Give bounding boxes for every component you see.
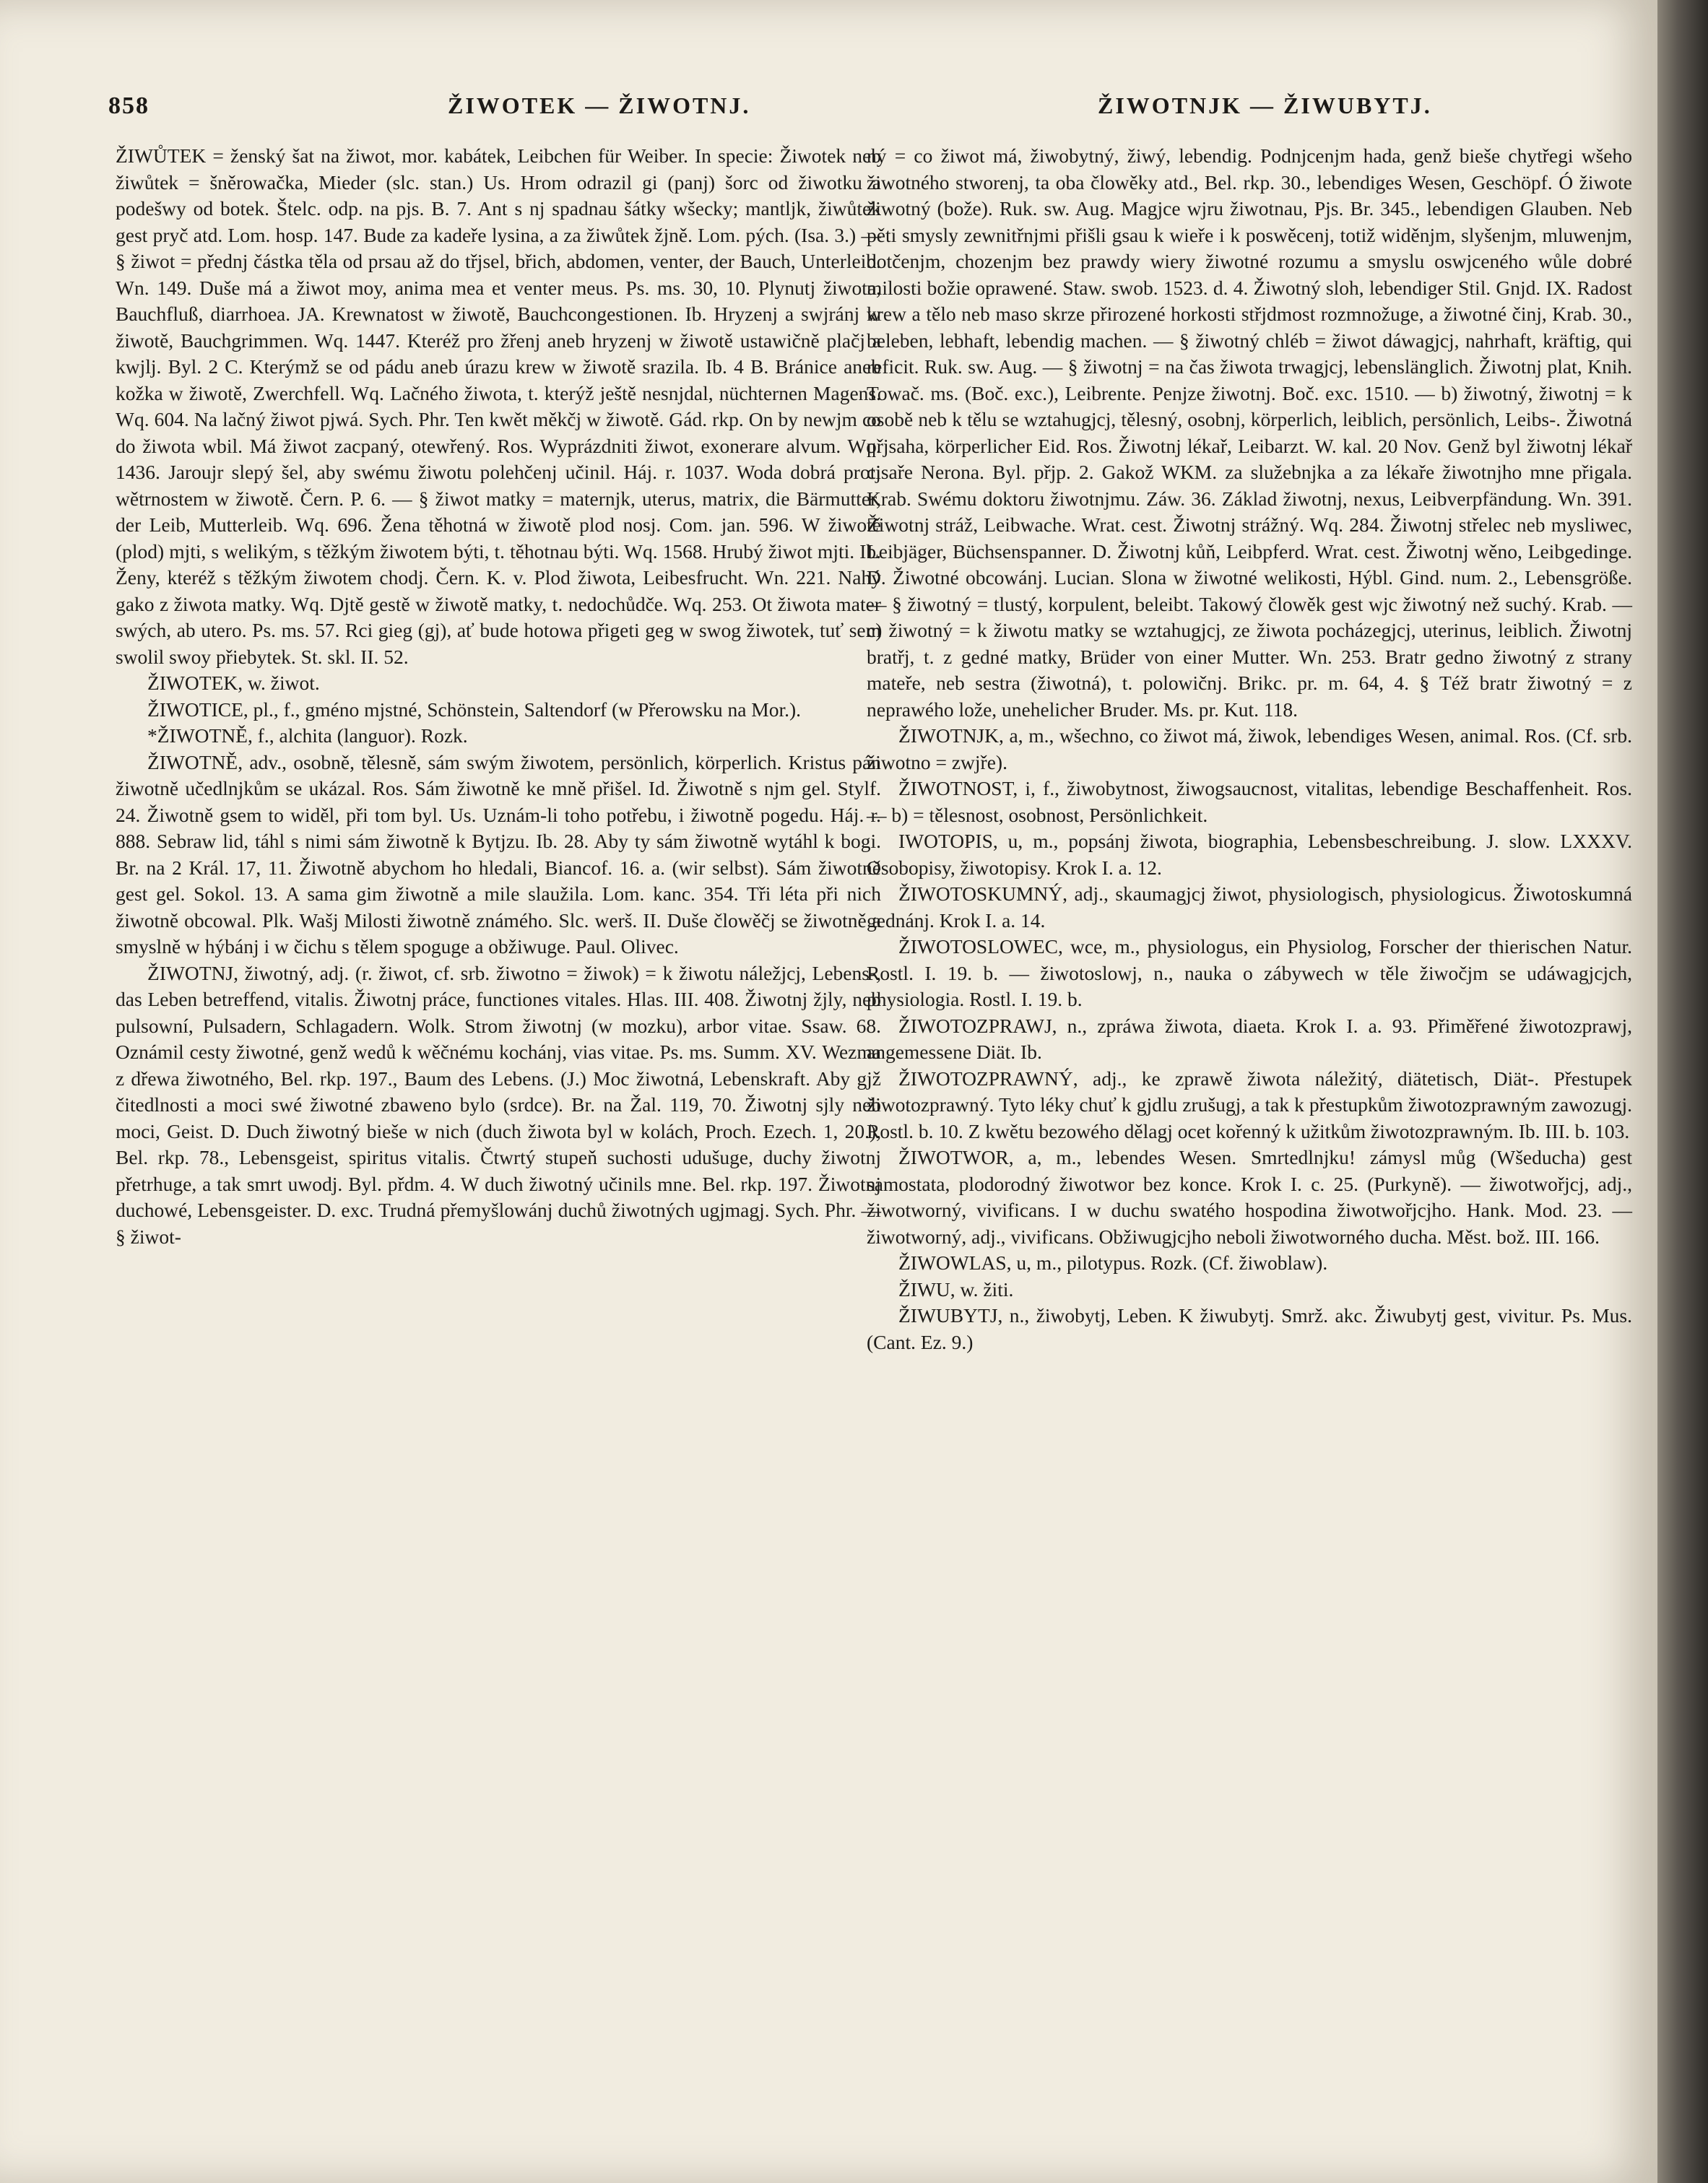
right-running-head: ŽIWOTNJK — ŽIWUBYTJ. [1098,92,1432,118]
entry-ziwutek: ŽIWŮTEK = ženský šat na žiwot, mor. kabátek, Leibchen für Weiber. In specie: Žiwotek neb žiwůtek = šněrowačka, Mieder (slc. stan.) Us. Hrom odrazil gi (panj) šorc od žiwotku a podešwy od botek. Štelc. odp. na pjs. B. 7. Ant s nj spadnau šátky wšecky; mantljk, žiwůtek gest pryč atd. Lom. hosp. 147. Bude za kadeře lysina, a za žiwůtek žjně. Lom. pých. (Isa. 3.) — § žiwot = přednj částka těla od prsau až do třjsel, břich, abdomen, venter, der Bauch, Unterleib. Wn. 149. Duše má a žiwot moy, anima mea et venter meus. Ps. ms. 30, 10. Plynutj žiwota, Bauchfluß, diarrhoea. JA. Krewnatost w žiwotě, Bauchcongestionen. Ib. Hryzenj a swjránj w žiwotě, Bauchgrimmen. Wq. 1447. Kteréž pro žřenj aneb hryzenj w žiwotě ustawičně plačj a kwjlj. Byl. 2 C. Kterýmž se od pádu aneb úrazu krew w žiwotě srazila. Ib. 4 B. Bránice aneb kožka w žiwotě, Zwerchfell. Wq. Lačného žiwota, t. kterýž ještě nesnjdal, nüchternen Magens. Wq. 604. Na lačný žiwot pjwá. Sych. Phr. Ten kwět měkčj w žiwotě. Gád. rkp. On by newjm co do žiwota wbil. Má žiwot zacpaný, otewřený. Ros. Wyprázdniti žiwot, exonerare alvum. Wq. 1436. Jaroujr slepý šel, aby swému žiwotu polehčenj učinil. Háj. r. 1037. Woda dobrá proti wětrnostem w žiwotě. Čern. P. 6. — § žiwot matky = maternjk, uterus, matrix, die Bärmutter, der Leib, Mutterleib. Wq. 696. Žena těhotná w žiwotě plod nosj. Com. jan. 596. W žiwotě (plod) mjti, s welikým, s těžkým žiwotem býti, t. těhotnau býti. Wq. 1568. Hrubý žiwot mjti. Ib. Ženy, kteréž s těžkým žiwotem chodj. Čern. K. v. Plod žiwota, Leibesfrucht. Wn. 221. Nahý gako z žiwota matky. Wq. Djtě gestě w žiwotě matky, t. nedochůdče. Wq. 253. Ot žiwota mater swých, ab utero. Ps. ms. 57. Rci gieg (gj), ať bude hotowa přigeti geg w swog žiwotek, tuť sem swolil swoy přiebytek. St. skl. II. 52. [116,144,881,668]
entry-ziwotnost: ŽIWOTNOST, i, f., žiwobytnost, žiwogsaucnost, vitalitas, lebendige Beschaffenheit. Ros. — b) = tělesnost, osobnost, Persönlichkeit. [867,777,1632,826]
entry-ziwotoskumny: ŽIWOTOSKUMNÝ, adj., skaumagjcj žiwot, physiologisch, physiologicus. Žiwotoskumná gednánj. Krok I. a. 14. [867,882,1632,932]
entry-ziwotne-noun: *ŽIWOTNĚ, f., alchita (languor). Rozk. [147,724,468,747]
page-header [108,92,1481,136]
entry-ziwowlas: ŽIWOWLAS, u, m., pilotypus. Rozk. (Cf. žiwoblaw). [898,1251,1328,1274]
entry-ziwotnj: ŽIWOTNJ, žiwotný, adj. (r. žiwot, cf. srb. žiwotno = žiwok) = k žiwotu náležjcj, Lebens-, das Leben betreffend, vitalis. Žiwotnj práce, functiones vitales. Hlas. III. 408. Žiwotnj žjly, neb pulsowní, Pulsadern, Schlagadern. Wolk. Strom žiwotnj (w mozku), arbor vitae. Ssaw. 68. Oznámil cesty žiwotné, genž wedů k wěčnému kochánj, vias vitae. Ps. ms. Summ. XV. Wezma z dřewa žiwotného, Bel. rkp. 197., Baum des Lebens. (J.) Moc žiwotná, Lebenskraft. Aby gjž čitedlnosti a moci swé žiwotné zbaweno bylo (srdce). Br. na Žal. 119, 70. Žiwotnj sjly neb moci, Geist. D. Duch žiwotný bieše w nich (duch žiwota byl w kolách, Proch. Ezech. 1, 20.), Bel. rkp. 78., Lebensgeist, spiritus vitalis. Čtwrtý stupeň suchosti udušuge, duchy žiwotnj přetrhuge, a tak smrt uwodj. Byl. přdm. 4. W duch žiwotný učinils mne. Bel. rkp. 197. Žiwotnj duchowé, Lebensgeister. D. exc. Trudná přemyšlowánj duchů žiwotných ugjmagj. Sych. Phr. — § žiwot- [116,961,881,1248]
entry-ziwotnjk: ŽIWOTNJK, a, m., wšechno, co žiwot má, žiwok, lebendiges Wesen, animal. Ros. (Cf. srb. žiwotno = zwjře). [867,724,1632,773]
entry-ziwotice: ŽIWOTICE, pl., f., gméno mjstné, Schönstein, Saltendorf (w Přerowsku na Mor.). [147,698,802,721]
entry-ziwubytj: ŽIWUBYTJ, n., žiwobytj, Leben. K žiwubytj. Smrž. akc. Žiwubytj gest, vivitur. Ps. Mus. (Cant. Ez. 9.) [867,1304,1632,1353]
entry-ziwotopis: IWOTOPIS, u, m., popsánj žiwota, biographia, Lebensbeschreibung. J. slow. LXXXV. Osobopisy, žiwotopisy. Krok I. a. 12. [867,830,1632,879]
book-page-edge [1657,0,1708,2183]
right-column [867,143,1632,1355]
entry-ziwotoslowec: ŽIWOTOSLOWEC, wce, m., physiologus, ein Physiolog, Forscher der thierischen Natur. Rostl. I. 19. b. — žiwotoslowj, n., nauka o zábywech w těle žiwočjm se udáwagjcjch, physiologia. Rostl. I. 19. b. [867,935,1632,1010]
entry-ziwotwor: ŽIWOTWOR, a, m., lebendes Wesen. Smrtedlnjku! zámysl můg (Wšeducha) gest samostata, plodorodný žiwotwor bez konce. Krok I. c. 25. (Purkyně). — žiwotwořjcj, adj., žiwotworný, vivificans. I w duchu swatého hospodina žiwotwořjcjho. Hank. Mod. 23. — žiwotworný, adj., vivificans. Obžiwugjcjho neboli žiwotworného ducha. Měst. bož. III. 166. [867,1146,1632,1248]
entry-ziwotek-ref: ŽIWOTEK, w. žiwot. [147,672,320,694]
entry-ziwu: ŽIWU, w. žiti. [898,1277,1014,1301]
entry-ziwotne-adv: ŽIWOTNĚ, adv., osobně, tělesně, sám swým žiwotem, persönlich, körperlich. Kristus pán žiwotně učedlnjkům se ukázal. Ros. Sám žiwotně ke mně přišel. Id. Žiwotně s njm gel. Stylf. 24. Žiwotně gsem to widěl, při tom byl. Us. Uznám-li toho potřebu, i žiwotně pogedu. Háj. r. 888. Sebraw lid, táhl s nimi sám žiwotně k Bytjzu. Ib. 28. Aby ty sám žiwotně wytáhl k bogi. Br. na 2 Král. 17, 11. Žiwotně abychom ho hledali, Biancof. 16. a. (wir selbst). Sám žiwotně gest gel. Sokol. 13. A sama gim žiwotně a mile slaužila. Lom. kanc. 354. Tři léta při nich žiwotně obcowal. Plk. Wašj Milosti žiwotně známého. Slc. werš. II. Duše člowěčj se žiwotně a smyslně w hýbánj i w čichu s tělem spoguge a obžiwuge. Paul. Olivec. [116,750,881,958]
left-column [116,143,881,1250]
entry-ziwotozprawny: ŽIWOTOZPRAWNÝ, adj., ke zprawě žiwota náležitý, diätetisch, Diät-. Přestupek žiwotozprawný. Tyto léky chuť k gjdlu zrušugj, a tak k přestupkům žiwotozprawným zawozugj. Rostl. b. 10. Z kwětu bezowého dělagj ocet kořenný k užitkům žiwotozprawným. Ib. III. b. 103. [867,1067,1632,1142]
page-number: 858 [108,92,149,119]
entry-ziwotozprawj: ŽIWOTOZPRAWJ, n., zpráwa žiwota, diaeta. Krok I. a. 93. Přiměřené žiwotozprawj, angemessene Diät. Ib. [867,1014,1632,1063]
entry-ziwotny-cont: ný = co žiwot má, žiwobytný, žiwý, lebendig. Podnjcenjm hada, genž bieše chytřegi wšeho žiwotného stworenj, ta oba člowěky atd., Bel. rkp. 30., lebendiges Wesen, Geschöpf. Ó žiwote žiwotný (bože). Ruk. sw. Aug. Magjce wjru žiwotnau, Pjs. Br. 345., lebendigen Glauben. Neb pěti smysly zewnitřnjmi přišli gsau k wieře i k poswěcenj, totiž widěnjm, slyšenjm, mluwenjm, dotčenjm, chozenjm bez prawdy wiery žiwotné rozumu a smyslu oswjceného wůle dobré milosti božie oprawené. Staw. swob. 1523. d. 4. Žiwotný sloh, lebendiger Stil. Gnjd. IX. Radost krew a tělo neb maso skrze přirozené horkosti střjdmost rozmnožuge, a žiwotné činj, Krab. 30., beleben, lebhaft, lebendig machen. — § žiwotný chléb = žiwot dáwagjcj, nahrhaft, kräftig, qui reficit. Ruk. sw. Aug. — § žiwotnj = na čas žiwota trwagjcj, lebenslänglich. Žiwotnj plat, Knih. Towač. ms. (Boč. exc.), Leibrente. Penjze žiwotnj. Boč. exc. 1510. — b) žiwotný, žiwotnj = k osobě neb k tělu se wztahugjcj, tělesný, osobnj, körperlich, leiblich, persönlich, Leibs-. Žiwotná přjsaha, körperlicher Eid. Ros. Žiwotnj lékař, Leibarzt. W. kal. 20 Nov. Genž byl žiwotnj lékař cjsaře Nerona. Byl. přjp. 2. Gakož WKM. za služebnjka a za lékaře žiwotnjho mne přigala. Krab. Swému doktoru žiwotnjmu. Záw. 36. Základ žiwotnj, nexus, Leibverpfändung. Wn. 391. Žiwotnj stráž, Leibwache. Wrat. cest. Žiwotnj strážný. Wq. 284. Žiwotnj střelec neb mysliwec, Leibjäger, Büchsenspanner. D. Žiwotnj kůň, Leibpferd. Wrat. cest. Žiwotnj wěno, Leibgedinge. D. Žiwotné obcowánj. Lucian. Slona w žiwotné welikosti, Hýbl. Gind. num. 2., Lebensgröße. — § žiwotný = tlustý, korpulent, beleibt. Takowý člowěk gest wjc žiwotný než suchý. Krab. — c) žiwotný = k žiwotu matky se wztahugjcj, ze žiwota pocházegjcj, uterinus, leiblich. Žiwotnj bratřj, t. z gedné matky, Brüder von einer Mutter. Wn. 253. Bratr gedno žiwotný z strany mateře, neb sestra (žiwotná), t. polowičnj. Brikc. pr. m. 64, 4. § Též bratr žiwotný = z neprawého lože, unehelicher Bruder. Ms. pr. Kut. 118. [867,144,1632,721]
left-running-head: ŽIWOTEK — ŽIWOTNJ. [448,92,751,118]
